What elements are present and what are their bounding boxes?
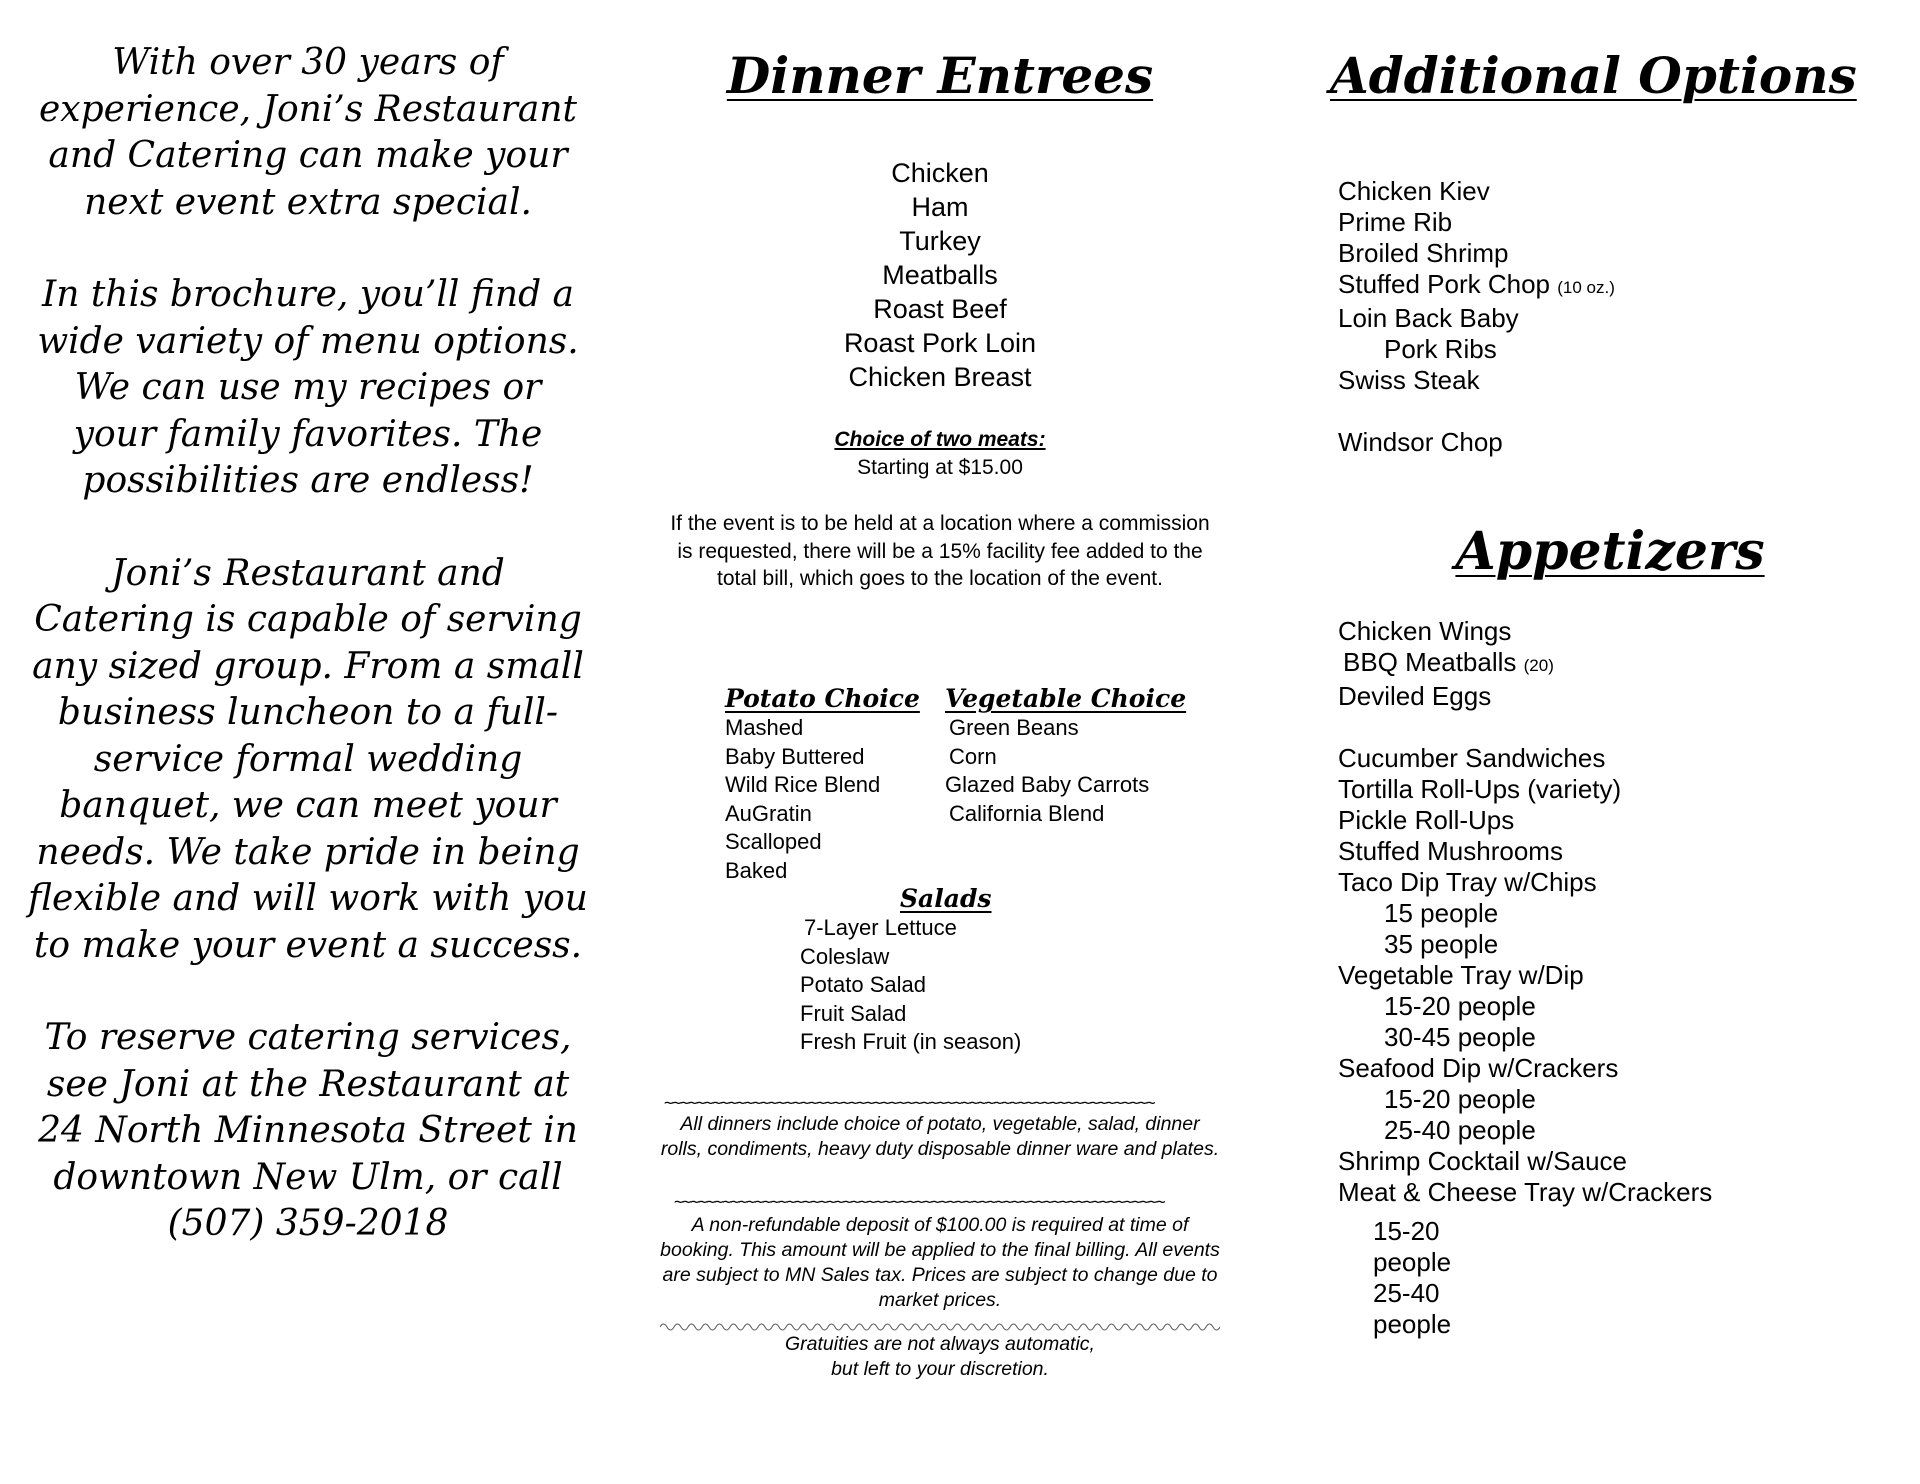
appetizer-item: Shrimp Cocktail w/Sauce [1338,1146,1627,1176]
entree-item: Turkey [899,226,981,256]
salads-title: Salads [900,884,992,913]
vegetable-item: Glazed Baby Carrots [945,772,1150,797]
potato-item: Baked [725,857,788,883]
option-item: Windsor Chop [1338,427,1503,457]
salad-item: 7-Layer Lettuce [804,915,957,940]
spacer [1338,712,1712,743]
serving-size: 35 people [1384,929,1499,959]
option-item [1338,269,1615,303]
choice-of-meats-heading: Choice of two meats: [834,428,1046,451]
potato-list [725,714,945,885]
option-item: Chicken Kiev [1338,176,1490,206]
salad-item: Potato Salad [800,972,926,997]
serving-size: 25-40 [1373,1278,1440,1308]
additional-options-list [1338,176,1615,458]
serving-size: people [1373,1309,1452,1339]
vegetable-list [945,714,1205,828]
starting-price: Starting at $15.00 [857,456,1023,479]
deposit-note: A non-refundable deposit of $100.00 is required at time of booking. This amount will be applied to the final billing. All events are subject to MN Sales tax. Prices are subject to change due to market prices. [660,1214,1220,1311]
serving-size: 15-20 [1373,1216,1440,1246]
contact-paragraph: To reserve catering services, see Joni at the Restaurant at 24 North Minnesota Street in downtown New Ulm, or call (507) 359-2018 [38,1017,578,1244]
option-item-continued: Pork Ribs [1384,334,1497,364]
potato-item: Mashed [725,715,804,740]
potato-item: AuGratin [725,800,812,826]
appetizer-item: Stuffed Mushrooms [1338,836,1563,866]
salads-section [800,884,1120,1057]
gratuities-note-line1: Gratuities are not always automatic, [785,1333,1095,1355]
portion-note: (10 oz.) [1557,278,1615,297]
entree-item: Ham [911,192,969,222]
salads-list [800,914,1120,1057]
serving-size: 30-45 people [1384,1022,1536,1052]
potato-choice-section [725,684,945,885]
serving-size: 15-20 people [1384,991,1536,1021]
appetizer-item: Seafood Dip w/Crackers [1338,1053,1619,1083]
tilde-separator: ~~~~~~~~~~~~~~~~~~~~~~~~~~~~~~~~~~~~~~~~~~~~~~~~~~~~~~~~~~~~~ [674,1196,1165,1208]
intro-paragraph: Joni’s Restaurant and Catering is capable of serving any sized group. From a small business luncheon to a full-service formal wedding banquet, we can meet your needs. We take pride in being flexible and will work with you to make your event a success. [28,552,588,966]
dinner-entrees-title: Dinner Entrees [726,46,1154,105]
salad-item: Coleslaw [800,943,890,969]
option-item: Prime Rib [1338,207,1453,237]
intro-paragraph: With over 30 years of experience, Joni’s Restaurant and Catering can make your next event extra special. [38,42,577,223]
vegetable-item: California Blend [949,800,1105,826]
appetizer-item [1338,647,1712,681]
serving-size: people [1373,1247,1452,1277]
appetizer-item: Cucumber Sandwiches [1338,743,1606,773]
appetizers-title: Appetizers [1455,521,1765,582]
vegetable-choice-section [945,684,1205,828]
appetizer-item: Vegetable Tray w/Dip [1338,960,1584,990]
entree-item: Roast Pork Loin [843,328,1037,358]
appetizer-item: Chicken Wings [1338,616,1512,646]
dinners-include-note: All dinners include choice of potato, vegetable, salad, dinner rolls, condiments, heavy duty disposable dinner ware and plates. [660,1113,1220,1160]
vegetable-choice-title: Vegetable Choice [945,684,1187,713]
potato-item: Wild Rice Blend [725,772,881,797]
option-item: Broiled Shrimp [1338,238,1509,268]
appetizer-item: Deviled Eggs [1338,681,1492,711]
option-item: Loin Back Baby [1338,303,1519,333]
option-item: Swiss Steak [1338,365,1480,395]
option-item-label: Stuffed Pork Chop [1338,269,1550,299]
serving-size: 25-40 people [1384,1115,1536,1145]
vegetable-item: Green Beans [949,715,1079,740]
appetizer-item: Meat & Cheese Tray w/Crackers [1338,1177,1713,1207]
appetizer-item: Tortilla Roll-Ups (variety) [1338,774,1622,804]
entree-item: Roast Beef [873,294,1007,324]
salad-item: Fresh Fruit (in season) [800,1029,1022,1054]
potato-item: Scalloped [725,829,822,854]
entree-item: Meatballs [882,260,998,290]
entrees-list [660,156,1220,394]
spacer [1338,396,1615,427]
intro-column [28,40,588,1294]
appetizer-item: Taco Dip Tray w/Chips [1338,867,1597,897]
vegetable-item: Corn [949,743,997,769]
salad-item: Fruit Salad [800,1000,907,1026]
entree-item: Chicken [891,158,989,188]
appetizer-item: Pickle Roll-Ups [1338,805,1515,835]
intro-paragraph: In this brochure, you’ll find a wide variety of menu options. We can use my recipes or your family favorites. The possibilities are endless! [37,274,579,501]
facility-fee-note: If the event is to be held at a location where a commission is requested, there will be a 15% facility fee added to the total bill, which goes to the location of the event. [670,512,1210,590]
gratuities-note-line2: but left to your discretion. [831,1358,1049,1380]
potato-choice-title: Potato Choice [725,684,920,713]
appetizers-list [1338,616,1712,1340]
additional-options-title: Additional Options [1330,46,1857,105]
serving-size: 15-20 people [1384,1084,1536,1114]
serving-size: 15 people [1384,898,1499,928]
count-note: (20) [1523,656,1554,675]
potato-item: Baby Buttered [725,743,865,769]
tilde-separator: ~~~~~~~~~~~~~~~~~~~~~~~~~~~~~~~~~~~~~~~~~~~~~~~~~~~~~~~~~~~~~ [664,1097,1155,1109]
entree-item: Chicken Breast [848,362,1032,392]
appetizer-item-label: BBQ Meatballs [1343,647,1517,677]
